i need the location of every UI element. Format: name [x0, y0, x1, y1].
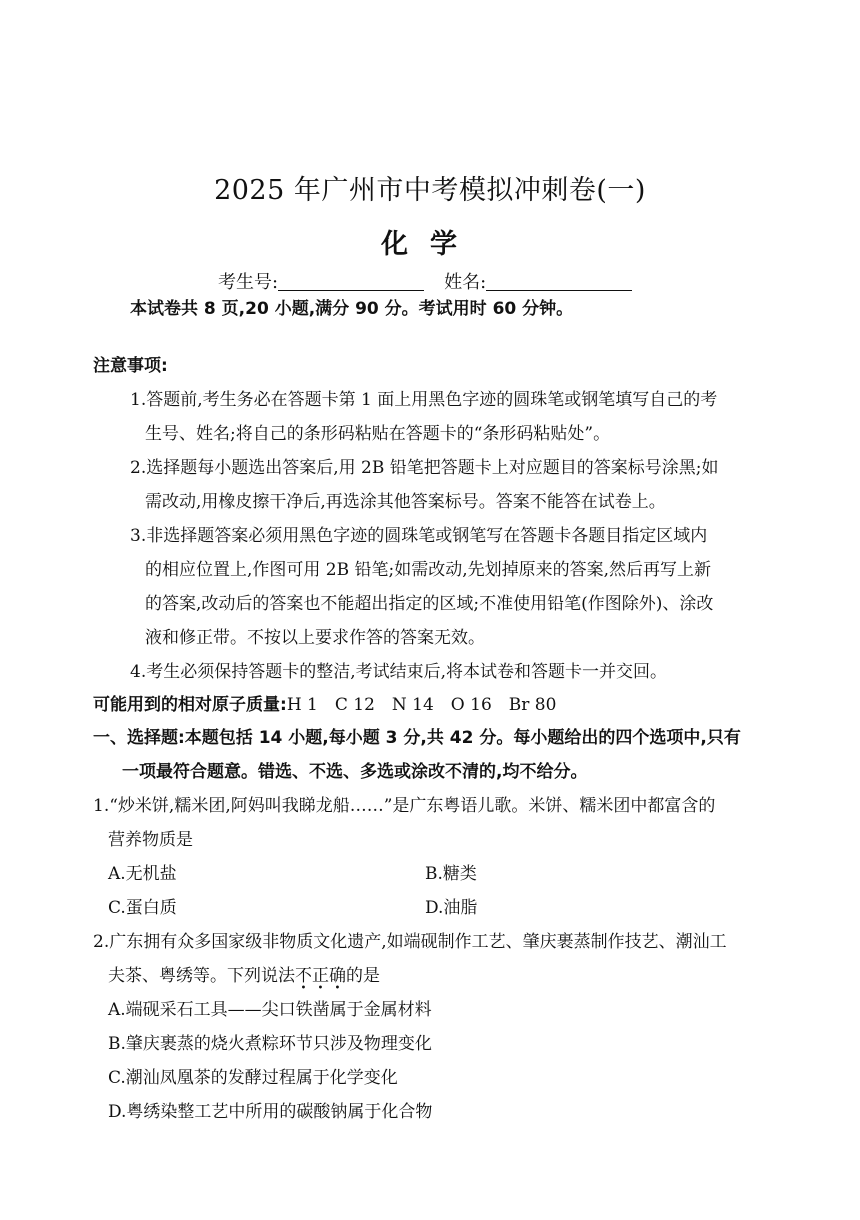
note-line: 液和修正带。不按以上要求作答的答案无效。 [145, 628, 485, 648]
atomic-mass-values: H 1 C 12 N 14 O 16 Br 80 [286, 695, 557, 715]
question-1-option-a[interactable]: A.无机盐 [108, 864, 177, 884]
note-line: 3.非选择题答案必须用黑色字迹的圆珠笔或钢笔写在答题卡各题目指定区域内 [130, 526, 708, 546]
subject-title: 化学 [381, 229, 479, 260]
note-line: 1.答题前,考生务必在答题卡第 1 面上用黑色字迹的圆珠笔或钢笔填写自己的考 [130, 390, 718, 410]
note-line: 2.选择题每小题选出答案后,用 2B 铅笔把答题卡上对应题目的答案标号涂黑;如 [130, 458, 719, 478]
question-2-option-b[interactable]: B.肇庆裹蒸的烧火煮粽环节只涉及物理变化 [108, 1034, 432, 1054]
exam-no-label: 考生号: [218, 272, 279, 293]
atomic-mass-label: 可能用到的相对原子质量: [93, 695, 287, 715]
note-line: 4.考生必须保持答题卡的整洁,考试结束后,将本试卷和答题卡一并交回。 [130, 662, 668, 682]
notes-heading: 注意事项: [93, 356, 168, 376]
emphasis-char: 确 [329, 966, 346, 986]
candidate-info-line [218, 268, 652, 294]
section-heading: 一、选择题:本题包括 14 小题,每小题 3 分,共 42 分。每小题给出的四个选项中,只有 [93, 728, 741, 748]
question-1-stem: 1.“炒米饼,糯米团,阿妈叫我睇龙船……”是广东粤语儿歌。米饼、糯米团中都富含的 [93, 796, 716, 816]
question-2-option-d[interactable]: D.粤绣染整工艺中所用的碳酸钠属于化合物 [108, 1102, 433, 1122]
exam-summary: 本试卷共 8 页,20 小题,满分 90 分。考试用时 60 分钟。 [130, 299, 574, 319]
stem-text: 夫茶、粤绣等。下列说法 [108, 966, 295, 986]
stem-text: 的是 [346, 966, 380, 986]
note-line: 的相应位置上,作图可用 2B 铅笔;如需改动,先划掉原来的答案,然后再写上新 [145, 560, 712, 580]
note-line: 生号、姓名;将自己的条形码粘贴在答题卡的“条形码粘贴处”。 [145, 424, 611, 444]
emphasis-char: 不 [295, 966, 312, 986]
question-1-stem-cont: 营养物质是 [108, 830, 193, 850]
name-field[interactable] [486, 272, 632, 291]
question-1-option-b[interactable]: B.糖类 [425, 864, 477, 884]
question-2-stem: 2.广东拥有众多国家级非物质文化遗产,如端砚制作工艺、肇庆裹蒸制作技艺、潮汕工 [93, 932, 727, 952]
section-heading-cont: 一项最符合题意。错选、不选、多选或涂改不清的,均不给分。 [122, 762, 588, 782]
emphasis-text [295, 966, 346, 986]
emphasis-char: 正 [312, 966, 329, 986]
name-label: 姓名: [444, 272, 487, 293]
question-1-option-c[interactable]: C.蛋白质 [108, 898, 177, 918]
exam-title: 2025 年广州市中考模拟冲刺卷(一) [214, 175, 646, 206]
question-2-option-c[interactable]: C.潮汕凤凰茶的发酵过程属于化学变化 [108, 1068, 398, 1088]
note-line: 的答案,改动后的答案也不能超出指定的区域;不准使用铅笔(作图除外)、涂改 [145, 594, 714, 614]
exam-no-field[interactable] [278, 272, 424, 291]
question-1-option-d[interactable]: D.油脂 [425, 898, 478, 918]
question-2-option-a[interactable]: A.端砚采石工具——尖口铁凿属于金属材料 [108, 1000, 432, 1020]
note-line: 需改动,用橡皮擦干净后,再选涂其他答案标号。答案不能答在试卷上。 [145, 492, 666, 512]
atomic-mass-line [93, 690, 556, 715]
question-2-stem-cont [108, 961, 380, 986]
